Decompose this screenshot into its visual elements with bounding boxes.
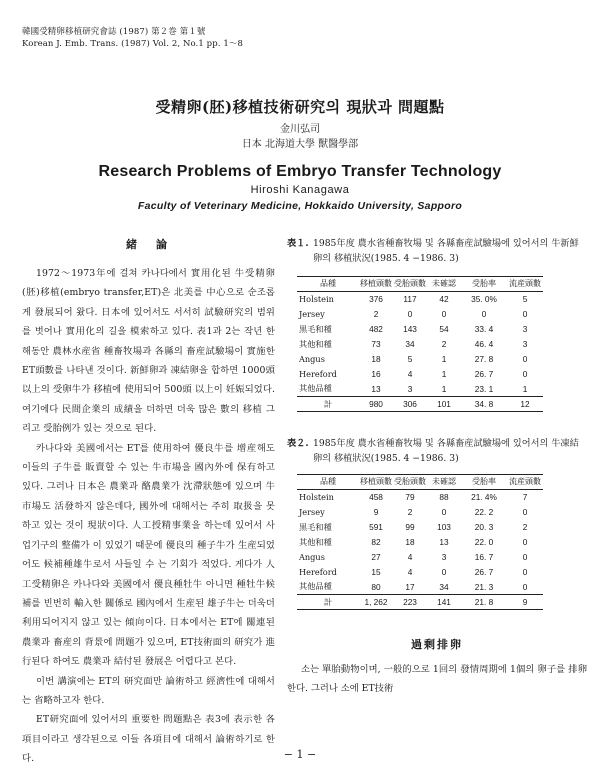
- table-cell: 16: [371, 369, 381, 379]
- table-cell: 99: [405, 522, 415, 532]
- table-cell: 1: [441, 354, 447, 364]
- table-cell: 0: [522, 567, 528, 577]
- table-cell: 4: [407, 567, 413, 577]
- table-cell: 79: [405, 492, 415, 503]
- table2-label: 表２.: [287, 438, 309, 449]
- table-cell: 21. 3: [474, 581, 494, 592]
- table-cell: 73: [371, 339, 381, 349]
- table1-col-breed: 品種: [320, 279, 336, 288]
- table-cell: 34: [439, 581, 449, 592]
- table-cell: 18: [371, 354, 381, 364]
- table-cell: 101: [437, 399, 451, 409]
- table1-label: 表１.: [287, 238, 309, 249]
- table-cell: 0: [522, 507, 528, 517]
- table-cell: 5: [407, 354, 413, 364]
- right-column: [287, 236, 587, 699]
- table-cell: Hereford: [299, 369, 337, 379]
- table-cell: 0: [441, 567, 447, 577]
- table1-col-transferred: 移植頭數: [360, 279, 392, 288]
- table-cell: 其他和種: [299, 338, 332, 349]
- table-cell: 4: [407, 369, 413, 379]
- table1-col-abortion: 流産頭數: [509, 279, 541, 288]
- table-cell: 82: [371, 537, 381, 547]
- table-cell: 計: [323, 596, 333, 607]
- table-row: [297, 535, 543, 550]
- table-cell: 其他品種: [299, 581, 332, 592]
- table2-header-row: [297, 475, 543, 490]
- table-cell: 2: [407, 507, 413, 517]
- table1-col-pregnant: 受胎頭數: [394, 279, 426, 288]
- table-row: [297, 352, 543, 367]
- table-cell: 458: [369, 492, 383, 503]
- table-cell: 21. 4%: [471, 492, 497, 503]
- table-cell: 141: [437, 597, 451, 607]
- table-cell: 980: [369, 399, 383, 409]
- table-cell: 1: [441, 383, 447, 394]
- intro-paragraph-3: 이번 講演에는 ET의 研究面만 論術하고 經濟性에 대해서는 省略하고자 한다.: [22, 675, 275, 706]
- author-english: Hiroshi Kanagawa: [250, 184, 350, 196]
- table-cell: 80: [371, 581, 381, 592]
- title-korean: 受精卵(胚)移植技術研究의 現狀과 問題點: [155, 98, 445, 116]
- table-cell: 9: [373, 507, 379, 517]
- table-cell: Jersey: [299, 309, 325, 319]
- author-korean: 金川弘司: [280, 124, 320, 135]
- table1-col-unconfirmed: 未確認: [432, 279, 456, 288]
- table-cell: 0: [407, 309, 413, 319]
- table-cell: 117: [403, 294, 417, 305]
- table-cell: 0: [441, 507, 447, 517]
- table-cell: Holstein: [299, 492, 334, 503]
- superovulation-paragraph: 소는 單胎動物이며, 一般的으로 1回의 發情周期에 1個의 卵子를 排卵한다. 그러나 소에 ET技術: [287, 664, 587, 695]
- table-cell: Angus: [299, 552, 325, 562]
- table2-col-breed: 品種: [320, 477, 336, 486]
- table2-col-abortion: 流産頭數: [509, 477, 541, 486]
- table-row: [297, 520, 543, 535]
- table-cell: 15: [371, 567, 381, 577]
- table-cell: 黒毛和種: [299, 521, 332, 532]
- table-cell: 計: [323, 398, 333, 409]
- table-cell: Jersey: [299, 507, 325, 517]
- table-cell: 其他和種: [299, 536, 332, 547]
- table-cell: 12: [520, 399, 530, 409]
- table-cell: 0: [481, 309, 487, 319]
- table1: [297, 276, 543, 412]
- table-cell: 0: [522, 309, 528, 319]
- table-cell: 591: [369, 522, 383, 532]
- table-row: [297, 307, 543, 322]
- table-cell: 306: [403, 399, 417, 409]
- table-row: [297, 505, 543, 520]
- table-cell: 26. 7: [474, 369, 494, 379]
- table-cell: 88: [439, 492, 449, 503]
- journal-header: [22, 26, 243, 50]
- table1-col-rate: 受胎率: [472, 279, 496, 288]
- table-row: [297, 322, 543, 337]
- table-row: [297, 337, 543, 352]
- affiliation-korean: 日本 北海道大學 獸醫學部: [241, 139, 359, 150]
- table-cell: 其他品種: [299, 383, 332, 394]
- table-cell: 46. 4: [474, 339, 494, 349]
- table-row: [297, 565, 543, 580]
- table-cell: 35. 0%: [471, 294, 497, 305]
- table-row: [297, 490, 543, 505]
- table2: [297, 474, 543, 610]
- table-cell: 3: [441, 552, 447, 562]
- table-cell: 376: [369, 294, 383, 305]
- table-cell: 0: [522, 354, 528, 364]
- table2-col-unconfirmed: 未確認: [432, 477, 456, 486]
- intro-heading: 緒 論: [126, 238, 171, 251]
- table-cell: 22. 0: [474, 537, 494, 547]
- table-cell: 7: [522, 492, 528, 503]
- journal-header-line1: 韓國受精卵移植研究會誌 (1987) 第２巻 第１號: [22, 27, 206, 37]
- table-row: [297, 382, 543, 397]
- table-cell: 2: [373, 309, 379, 319]
- table-cell: 22. 2: [474, 507, 494, 517]
- table-row: [297, 367, 543, 382]
- table-cell: 3: [522, 324, 528, 334]
- table-cell: 21. 8: [474, 597, 494, 607]
- table-cell: 27. 8: [474, 354, 494, 364]
- table2-caption-text: 1985年度 農水省種畜牧場 및 各縣畜産試驗場에 있어서의 牛凍結卵의 移植狀況(1985. 4 −1986. 3): [313, 438, 579, 464]
- table-cell: 13: [439, 537, 449, 547]
- table-cell: 0: [522, 581, 528, 592]
- superovulation-heading: 過剩排卵: [411, 638, 463, 651]
- table-cell: 34. 8: [474, 399, 494, 409]
- table-row: [297, 550, 543, 565]
- table-cell: 9: [522, 597, 528, 607]
- table-total-row: [297, 397, 543, 412]
- table-cell: 5: [522, 294, 528, 305]
- table-cell: 2: [441, 339, 447, 349]
- table-cell: 482: [369, 324, 383, 334]
- title-english: Research Problems of Embryo Transfer Technology: [98, 163, 502, 180]
- affiliation-english: Faculty of Veterinary Medicine, Hokkaido University, Sapporo: [137, 200, 463, 212]
- left-column: [22, 236, 275, 769]
- table-cell: 3: [522, 339, 528, 349]
- table1-header-row: [297, 277, 543, 292]
- page-number: − 1 −: [283, 748, 317, 761]
- table-cell: 黒毛和種: [299, 323, 332, 334]
- table-cell: 0: [522, 552, 528, 562]
- table-cell: 26. 7: [474, 567, 494, 577]
- table-cell: 33. 4: [474, 324, 494, 334]
- table-cell: 34: [405, 339, 415, 349]
- table-cell: 223: [403, 597, 417, 607]
- table-cell: 17: [405, 581, 415, 592]
- table2-col-rate: 受胎率: [472, 477, 496, 486]
- table2-caption: [287, 436, 587, 466]
- table-cell: 4: [407, 552, 413, 562]
- table1-caption: [287, 236, 587, 266]
- table-cell: 27: [371, 552, 381, 562]
- table-cell: 1: [441, 369, 447, 379]
- table1-caption-text: 1985年度 農水省種畜牧場 및 各縣畜産試驗場에 있어서의 牛新鮮卵의 移植狀況(1985. 4 −1986. 3): [313, 238, 579, 264]
- table-cell: 42: [439, 294, 449, 305]
- table-cell: Holstein: [299, 294, 334, 305]
- table2-col-transferred: 移植頭數: [360, 477, 392, 486]
- table-cell: 0: [441, 309, 447, 319]
- intro-paragraph-2: 카나다와 美國에서는 ET를 使用하여 優良牛를 增産해도 이들의 子牛를 販賣할 수 있는 牛市場을 國內外에 保有하고 있다. 그러나 日本은 農業과 酪農業가 沈滯狀態에 있으며 牛市場도 活發하지 않은데다, 國外에 대해서는 주히 取扱을 못 하고 있는 것이 現狀이다. 人工授精事業을 하는데 있어서 사업기구의 整備가 이 있었기 때문에 優良의 種子牛가 生産되었어도 候補種雄牛로서 사들일 수 는 기회가 적었다. 게다가 人工受精卵은 카나다와 美國에서 優良種牡牛 아니면 種牡牛候補를 빈번히 輸入한 關係로 國內에서 生産된 雄子牛는 더욱더 利用되어지지 않고 있는 傾向이다. 日本에서는 ET에 關連된 農業과 畜産의 背景에 問題가 있으며, ET技術面의 研究가 進行된다 하여도 農業과 結付된 發展은 어렵다고 본다.: [22, 442, 275, 668]
- table-cell: 0: [522, 369, 528, 379]
- table-cell: 1: [522, 383, 528, 394]
- intro-paragraph-4: ET研究面에 있어서의 重要한 問題點은 表3에 表示한 各項目이라고 생각된으로 이들 各項目에 대해서 論術하기로 한다.: [22, 714, 275, 765]
- table-row: [297, 580, 543, 595]
- table-cell: 16. 7: [474, 552, 494, 562]
- table-cell: 0: [522, 537, 528, 547]
- table-row: [297, 292, 543, 307]
- intro-paragraph-1: 1972〜1973年에 걸쳐 카나다에서 實用化된 牛受精卵(胚)移植(embryo transfer,ET)은 北美를 中心으로 순조롭게 發展되어 왔다. 日本에 있어서도 서서히 試驗研究의 범위를 벗어나 實用化의 길을 模索하고 있다. 表1과 2는 작년 한해동안 農林水産省 種畜牧場과 各縣의 畜産試驗場이 實施한 ET頭數를 나타낸 것이다. 新鮮卵과 凍結卵을 합하면 1000頭以上의 受卵牛가 移植에 使用되어 500頭 以上이 妊娠되었다. 여기에다 民間企業의 成績을 더하면 더욱 많은 數의 移植 그리고 受胎例가 있는 것으로 된다.: [22, 268, 275, 435]
- journal-header-line2: Korean J. Emb. Trans. (1987) Vol. 2, No.1 pp. 1〜8: [22, 39, 243, 49]
- table-cell: 103: [437, 522, 451, 532]
- table-cell: 1, 262: [364, 597, 388, 607]
- table-cell: Angus: [299, 354, 325, 364]
- table-cell: 3: [407, 383, 413, 394]
- table-cell: 23. 1: [474, 383, 494, 394]
- table-cell: 13: [371, 383, 381, 394]
- table-cell: 143: [403, 324, 417, 334]
- table-cell: 54: [439, 324, 449, 334]
- table2-col-pregnant: 受胎頭數: [394, 477, 426, 486]
- table-cell: Hereford: [299, 567, 337, 577]
- table-cell: 20. 3: [474, 522, 494, 532]
- table-cell: 2: [522, 522, 528, 532]
- table-cell: 18: [405, 537, 415, 547]
- table-total-row: [297, 595, 543, 610]
